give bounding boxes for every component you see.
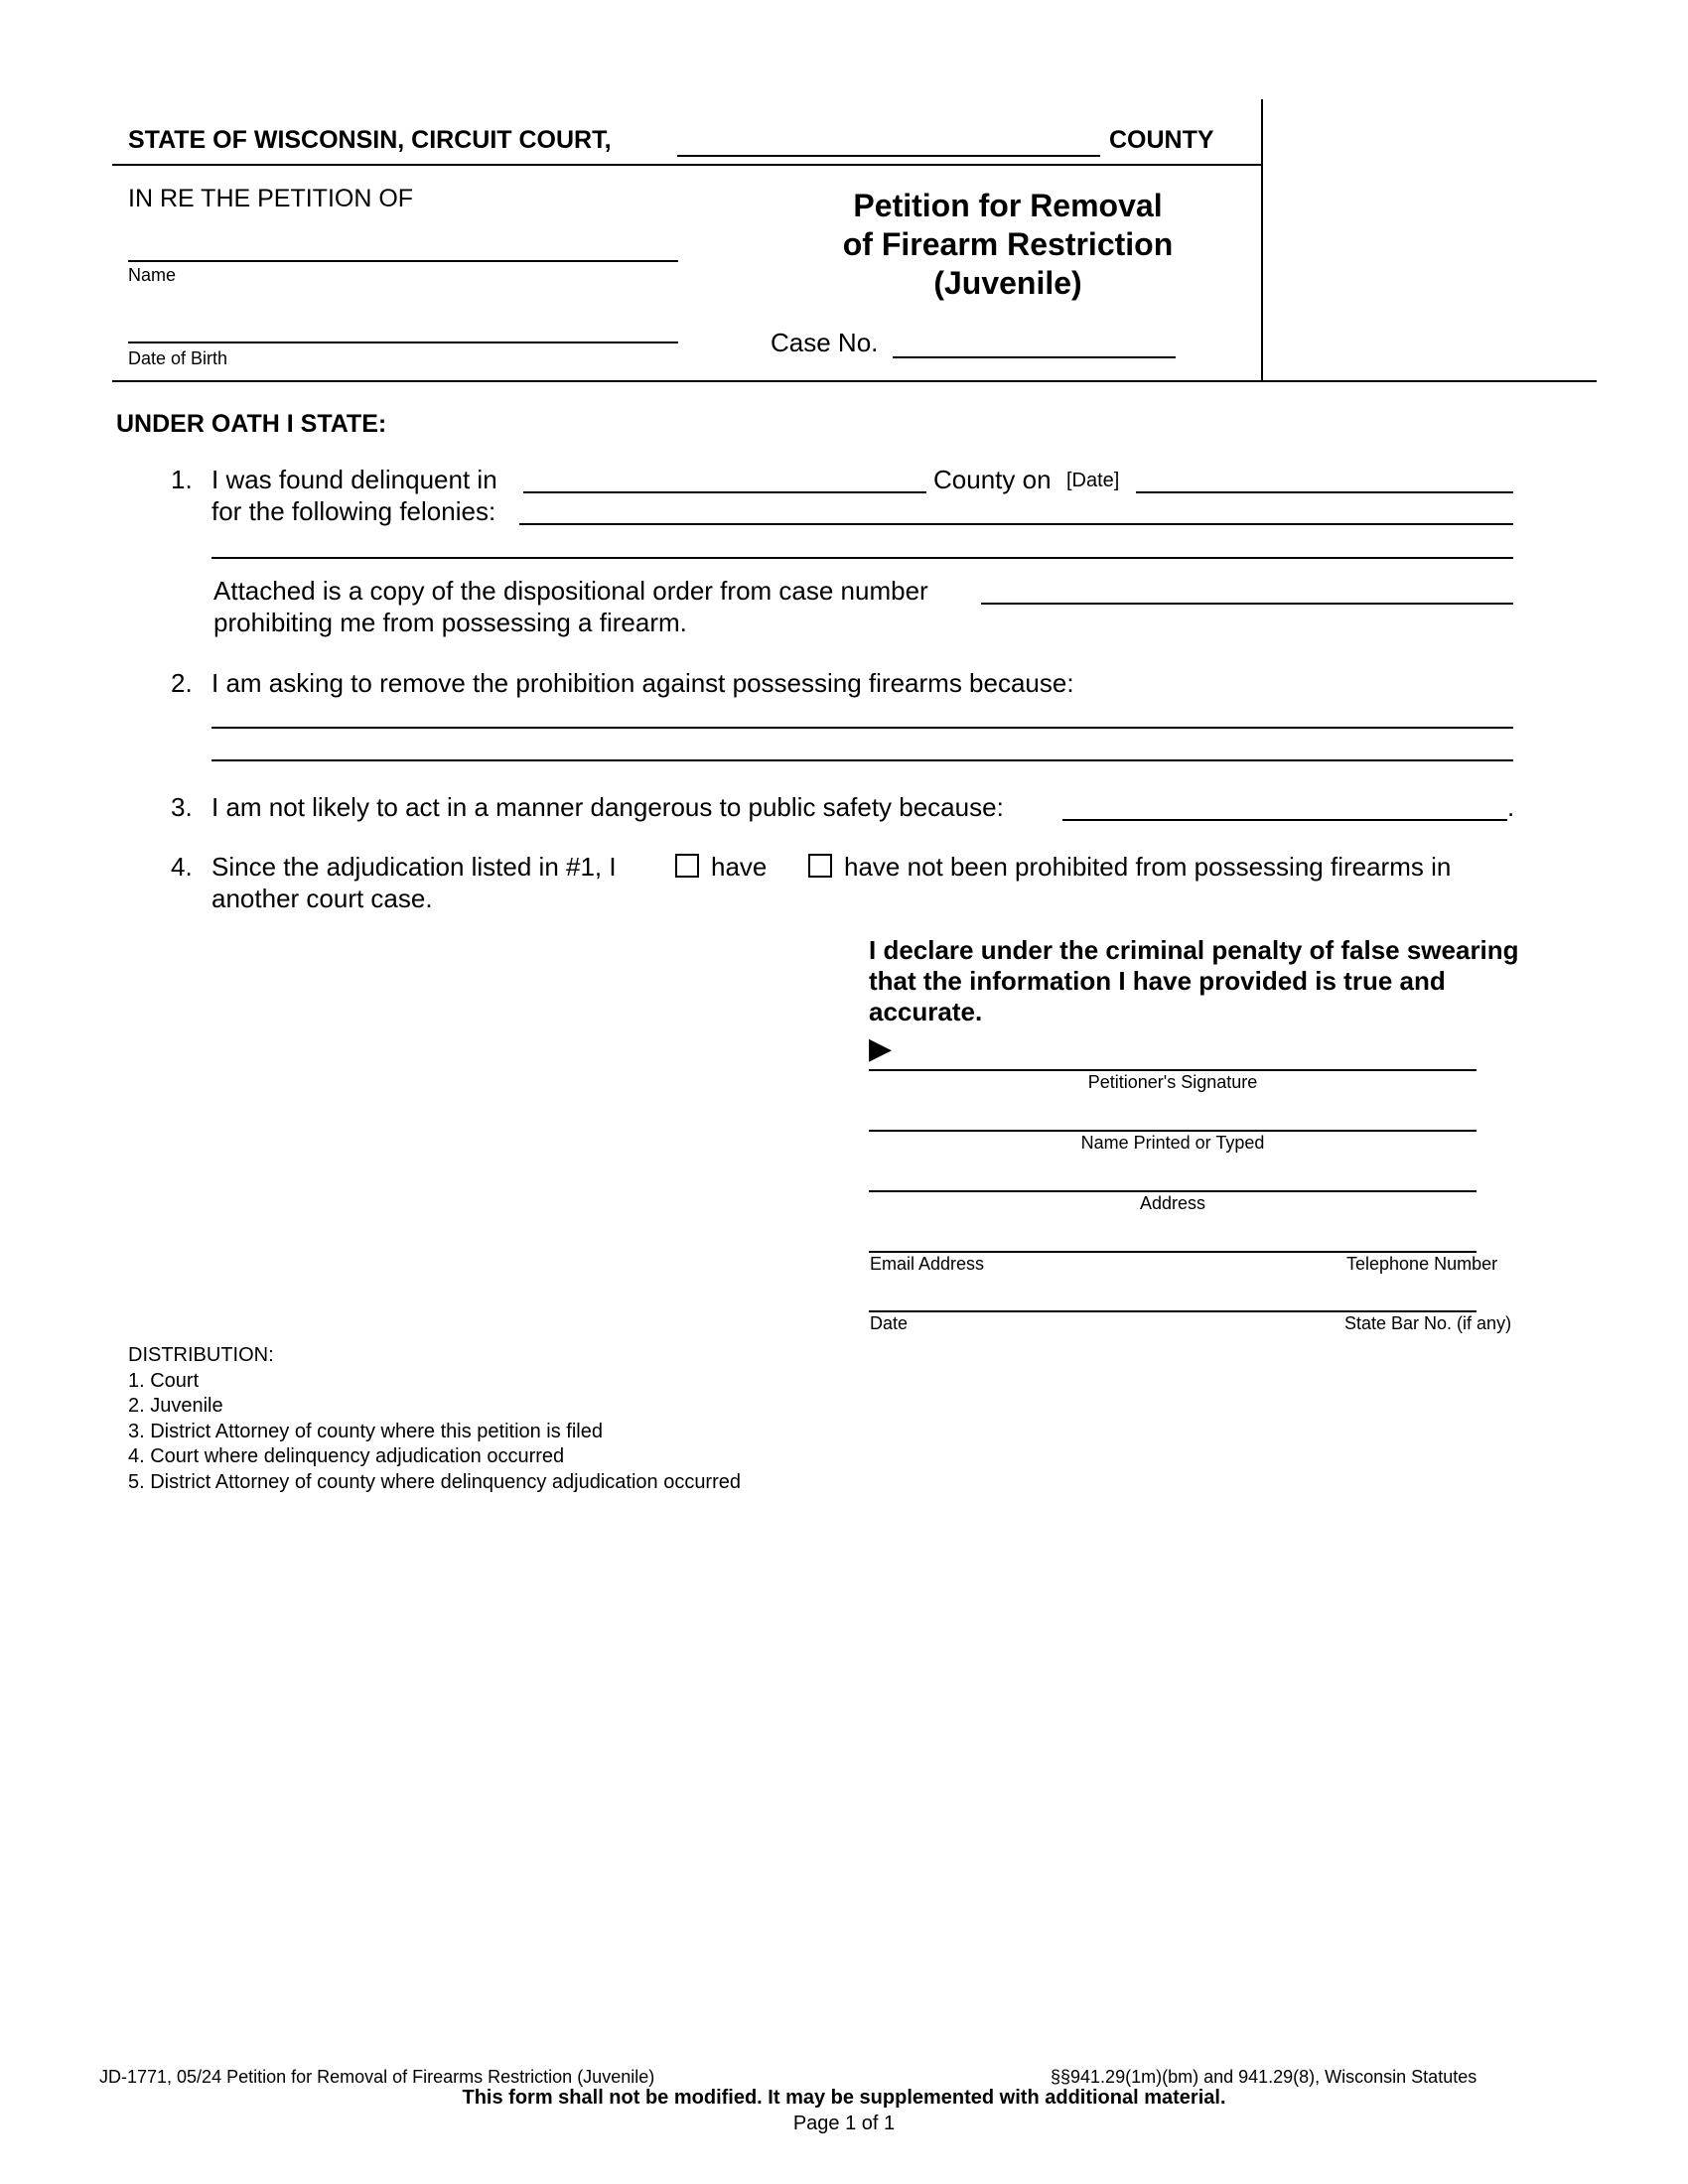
email-label: Email Address <box>870 1254 985 1274</box>
item-4-text-a: Since the adjudication listed in #1, I <box>211 852 617 882</box>
case-number-label: Case No. <box>771 328 879 357</box>
county-label: COUNTY <box>1109 126 1214 154</box>
declaration-text <box>869 935 1584 1027</box>
distribution-item: 4. Court where delinquency adjudication occurred <box>128 1445 565 1467</box>
item-2-text: I am asking to remove the prohibition against possessing firearms because: <box>211 668 1074 698</box>
item-1-text-b: County on <box>933 465 1052 494</box>
form-title-line2: of Firearm Restriction <box>842 226 1174 262</box>
item-3-text: I am not likely to act in a manner dangerous to public safety because: <box>211 792 1004 822</box>
have-not-option-label: have not been prohibited from possessing firearms in <box>844 852 1452 882</box>
case-number-field[interactable] <box>893 356 1176 358</box>
state-bar-label: State Bar No. (if any) <box>1344 1313 1512 1333</box>
delinquent-date-field[interactable] <box>1136 491 1513 493</box>
signature-field[interactable] <box>869 1069 1477 1071</box>
address-label: Address <box>1139 1193 1206 1213</box>
county-name-field[interactable] <box>677 155 1100 157</box>
date-of-birth-label: Date of Birth <box>128 348 228 368</box>
name-printed-field[interactable] <box>869 1130 1477 1132</box>
in-re-label: IN RE THE PETITION OF <box>128 185 414 212</box>
delinquent-county-field[interactable] <box>523 491 926 493</box>
caption-top-rule <box>112 164 1261 166</box>
item-1-number: 1. <box>171 465 193 494</box>
item-4-text-b: another court case. <box>211 884 433 913</box>
footer-statutes: §§941.29(1m)(bm) and 941.29(8), Wisconsin Statutes <box>1051 2067 1477 2087</box>
have-option-label: have <box>711 852 768 882</box>
distribution-list <box>128 1343 741 1495</box>
item-1-date-hint: [Date] <box>1066 470 1120 491</box>
form-title <box>794 187 1221 303</box>
distribution-item: 3. District Attorney of county where this petition is filed <box>128 1420 603 1442</box>
phone-label: Telephone Number <box>1346 1254 1498 1274</box>
item-1-attached-line1: Attached is a copy of the dispositional order from case number <box>213 576 928 606</box>
footer-form-id: JD-1771, 05/24 Petition for Removal of Firearms Restriction (Juvenile) <box>99 2067 655 2087</box>
item-4-number: 4. <box>171 852 193 882</box>
signature-arrow-icon: ▶ <box>869 1032 893 1065</box>
footer-page-number: Page 1 of 1 <box>792 2113 896 2134</box>
email-phone-field[interactable] <box>869 1251 1477 1253</box>
public-safety-reason-field[interactable] <box>1062 819 1507 821</box>
item-3-period: . <box>1507 792 1515 822</box>
item-3-number: 3. <box>171 792 193 822</box>
form-title-line1: Petition for Removal <box>853 188 1163 223</box>
removal-reason-field-2[interactable] <box>211 759 1513 761</box>
address-field[interactable] <box>869 1190 1477 1192</box>
distribution-item: 5. District Attorney of county where delinquency adjudication occurred <box>128 1470 742 1493</box>
footer-notice: This form shall not be modified. It may be supplemented with additional material. <box>462 2087 1226 2109</box>
have-not-checkbox[interactable] <box>808 854 832 878</box>
item-2-number: 2. <box>171 668 193 698</box>
distribution-item: 2. Juvenile <box>128 1395 223 1417</box>
dispositional-case-number-field[interactable] <box>981 603 1513 605</box>
declaration-line2: that the information I have provided is true and <box>869 966 1446 996</box>
signature-label: Petitioner's Signature <box>1087 1072 1258 1092</box>
date-of-birth-field[interactable] <box>128 341 678 343</box>
form-title-line3: (Juvenile) <box>933 265 1082 301</box>
name-printed-label: Name Printed or Typed <box>1080 1133 1265 1153</box>
name-label: Name <box>128 265 177 285</box>
declaration-line1: I declare under the criminal penalty of false swearing <box>869 935 1519 965</box>
date-bar-field[interactable] <box>869 1310 1477 1312</box>
caption-bottom-rule <box>112 380 1597 382</box>
court-caption: STATE OF WISCONSIN, CIRCUIT COURT, <box>128 126 612 154</box>
item-1-text-a: I was found delinquent in <box>211 465 497 494</box>
distribution-item: 1. Court <box>128 1369 200 1392</box>
felonies-field-2[interactable] <box>211 557 1513 559</box>
caption-vertical-divider <box>1261 99 1263 381</box>
have-checkbox[interactable] <box>675 854 699 878</box>
declaration-line3: accurate. <box>869 997 983 1026</box>
felonies-field-1[interactable] <box>519 523 1513 525</box>
removal-reason-field-1[interactable] <box>211 727 1513 729</box>
petitioner-name-field[interactable] <box>128 260 678 262</box>
item-1-text-c: for the following felonies: <box>211 496 496 526</box>
date-label: Date <box>870 1313 909 1333</box>
item-1-attached-line2: prohibiting me from possessing a firearm. <box>213 608 687 637</box>
distribution-heading: DISTRIBUTION: <box>128 1344 274 1366</box>
oath-heading: UNDER OATH I STATE: <box>116 410 387 438</box>
